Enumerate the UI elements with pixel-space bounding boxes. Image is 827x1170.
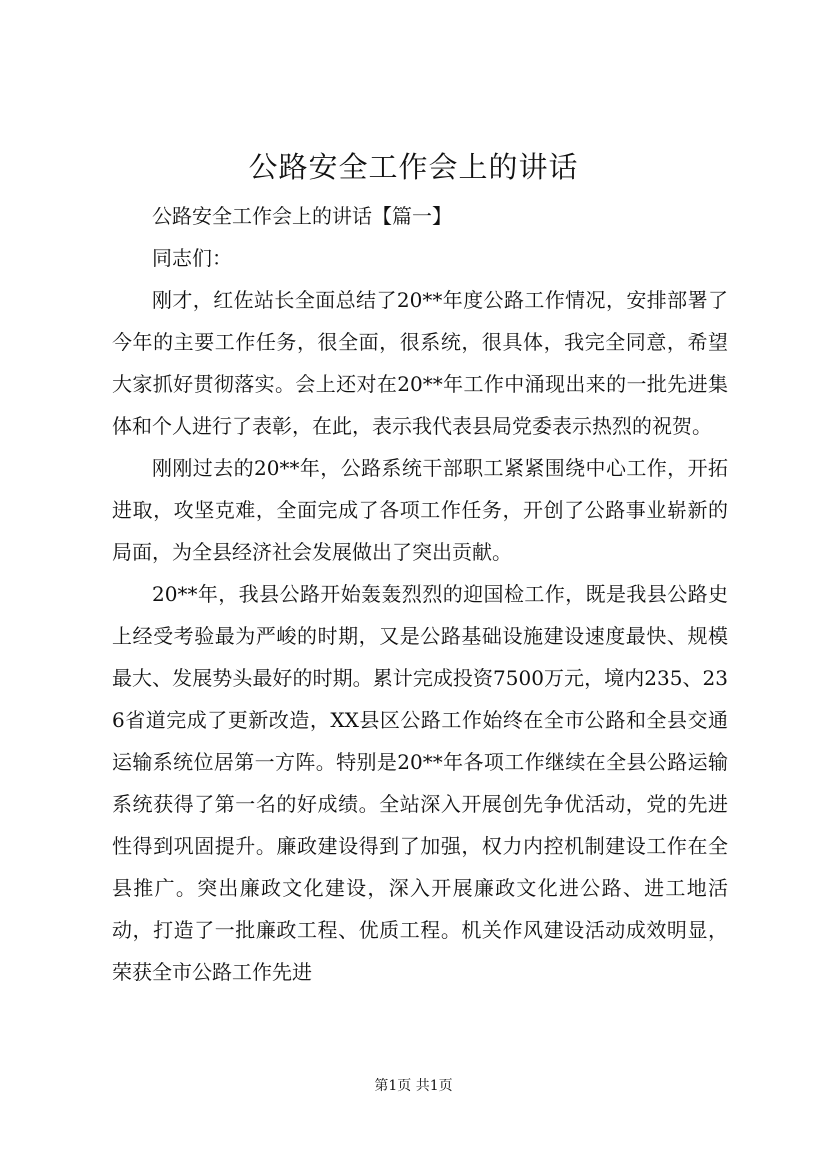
document-body xyxy=(112,195,728,993)
section-heading: 公路安全工作会上的讲话【篇一】 xyxy=(152,204,452,228)
page-footer: 第1页 共1页 xyxy=(374,1078,453,1094)
body-paragraph: 刚刚过去的20**年，公路系统干部职工紧紧围绕中心工作，开拓进取，攻坚克难，全面完成了各项工作任务，开创了公路事业崭新的局面，为全县经济社会发展做出了突出贡献。 xyxy=(112,456,728,564)
salutation: 同志们： xyxy=(152,246,232,270)
document-title: 公路安全工作会上的讲话 xyxy=(248,150,579,184)
body-paragraph: 20**年，我县公路开始轰轰烈烈的迎国检工作，既是我县公路史上经受考验最为严峻的时期，又是公路基础设施建设速度最快、规模最大、发展势头最好的时期。累计完成投资7500万元，境内235、236省道完成了更新改造，XX县区公路工作始终在全市公路和全县交通运输系统位居第一方阵。特别是20**年各项工作继续在全县公路运输系统获得了第一名的好成绩。全站深入开展创先争优活动，党的先进性得到巩固提升。廉政建设得到了加强，权力内控机制建设工作在全县推广。突出廉政文化建设，深入开展廉政文化进公路、进工地活动，打造了一批廉政工程、优质工程。机关作风建设活动成效明显，荣获全市公路工作先进 xyxy=(112,582,728,984)
body-paragraph: 刚才，红佐站长全面总结了20**年度公路工作情况，安排部署了今年的主要工作任务，很全面，很系统，很具体，我完全同意，希望大家抓好贯彻落实。会上还对在20**年工作中涌现出来的一批先进集体和个人进行了表彰，在此，表示我代表县局党委表示热烈的祝贺。 xyxy=(112,288,728,438)
